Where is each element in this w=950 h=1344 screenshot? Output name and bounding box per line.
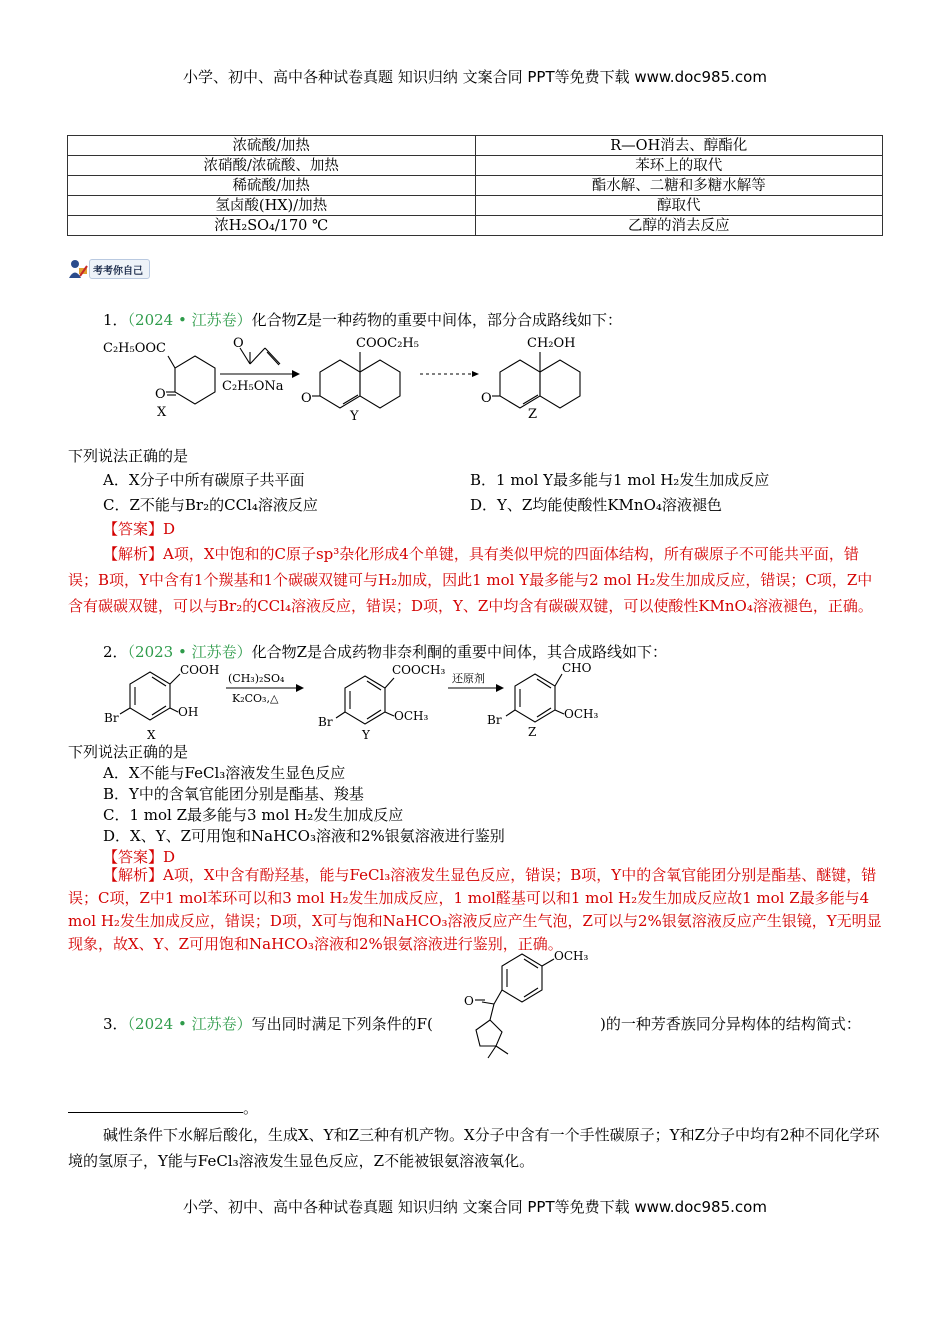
condition-cell: 浓硫酸/加热 <box>68 136 476 156</box>
q3-answer-line <box>68 1096 258 1120</box>
q1-label-z: Z <box>528 407 538 422</box>
q1-x-oxygen: O <box>155 387 166 402</box>
q3-conditions: 碱性条件下水解后酸化，生成X、Y和Z三种有机产物。X分子中含有一个手性碳原子；Y和Z分子中均有2种不同化学环境的氢原子，Y能与FeCl₃溶液发生显色反应，Z不能被银氨溶液氧化。 <box>68 1126 880 1170</box>
q1-option-a: A．X分子中所有碳原子共平面 <box>103 471 305 489</box>
condition-cell: 浓硝酸/浓硫酸、加热 <box>68 156 476 176</box>
page-footer: 小学、初中、高中各种试卷真题 知识归纳 文案合同 PPT等免费下载 www.doc985.com <box>183 1198 767 1216</box>
q2-reagent-1b: K₂CO₃,△ <box>232 692 279 705</box>
q3-f-och3: OCH₃ <box>554 949 589 963</box>
q1-label-x: X <box>157 405 167 420</box>
q2-ask: 下列说法正确的是 <box>68 743 189 761</box>
q2-stem: 化合物Z是合成药物非奈利酮的重要中间体，其合成路线如下： <box>251 643 668 661</box>
q1-stem-line <box>103 308 622 332</box>
q1-y-substituent: COOC₂H₅ <box>356 336 419 351</box>
q1-ask: 下列说法正确的是 <box>68 447 189 465</box>
q2-source: （2023 • 江苏卷） <box>127 643 252 661</box>
q1-option-b: B．1 mol Y最多能与1 mol H₂发生加成反应 <box>470 471 770 489</box>
q2-reaction-scheme <box>100 660 620 740</box>
conditions-row <box>68 136 883 156</box>
reaction-cell: 苯环上的取代 <box>475 156 883 176</box>
q3-stem-left <box>103 1012 433 1036</box>
q1-y-oxygen: O <box>301 391 312 406</box>
q1-molecule-x <box>166 356 215 404</box>
conditions-row <box>68 216 883 236</box>
q3-structure-f <box>460 942 610 1062</box>
page-header: 小学、初中、高中各种试卷真题 知识归纳 文案合同 PPT等免费下载 www.doc985.com <box>183 68 767 86</box>
q2-x-br: Br <box>104 711 119 725</box>
q1-molecule-y <box>312 352 400 408</box>
q1-analysis: 【解析】A项，X中饱和的C原子sp³杂化形成4个单键，具有类似甲烷的四面体结构，所有碳原子不可能共平面，错误；B项，Y中含有1个羰基和1个碳碳双键可与H₂加成，因此1 mol Y最多能与2 mol H₂发生加成反应，错误；C项，Z中含有碳碳双键，可以与Br₂的CCl₄溶液反应，错误；D项，Y、Z中均含有碳碳双键，可以使酸性KMnO₄溶液褪色，正确。 <box>68 545 873 615</box>
q1-z-substituent: CH₂OH <box>527 336 576 351</box>
q1-source: （2024 • 江苏卷） <box>127 311 252 329</box>
q2-x-oh: OH <box>178 705 199 719</box>
q2-option-c: C．1 mol Z最多能与3 mol H₂发生加成反应 <box>103 806 404 824</box>
q1-option-d: D．Y、Z均能使酸性KMnO₄溶液褪色 <box>470 496 722 514</box>
q2-y-cooch3: COOCH₃ <box>392 663 446 677</box>
badge-label: 考考你自己 <box>89 259 150 279</box>
q2-label-z: Z <box>528 725 537 739</box>
reaction-cell: 酯水解、二糖和多糖水解等 <box>475 176 883 196</box>
q2-option-b: B．Y中的含氧官能团分别是酯基、羧基 <box>103 785 364 803</box>
q1-x-substituent: C₂H₅OOC <box>103 341 166 356</box>
q2-molecule-z <box>506 674 564 722</box>
condition-cell: 氢卤酸(HX)/加热 <box>68 196 476 216</box>
q1-stem: 化合物Z是一种药物的重要中间体，部分合成路线如下： <box>251 311 623 329</box>
q2-y-och3: OCH₃ <box>394 709 429 723</box>
reaction-cell: 醇取代 <box>475 196 883 216</box>
q1-option-c: C．Z不能与Br₂的CCl₄溶液反应 <box>103 496 318 514</box>
q3-source: （2024 • 江苏卷） <box>127 1015 252 1033</box>
conditions-table <box>67 135 883 236</box>
q2-option-d: D．X、Y、Z可用饱和NaHCO₃溶液和2%银氨溶液进行鉴别 <box>103 827 505 845</box>
q2-x-cooh: COOH <box>180 663 220 677</box>
q2-z-och3: OCH₃ <box>564 707 599 721</box>
reaction-cell: R—OH消去、醇酯化 <box>475 136 883 156</box>
q2-answer: 【答案】D <box>103 848 176 866</box>
q1-z-oxygen: O <box>481 391 492 406</box>
q2-analysis: 【解析】A项，X中含有酚羟基，能与FeCl₃溶液发生显色反应，错误；B项，Y中的含氧官能团分别是酯基、醚键，错误；C项，Z中1 mol苯环可以和3 mol H₂发生加成反应，1 mol醛基可以和1 mol H₂发生加成反应故1 mol Z最多能与4 mol H₂发生加成反应，错误；D项，X可与饱和NaHCO₃溶液反应产生气泡，Z可以与2%银氨溶液反应产生银镜，Y无明显现象，故X、Y、Z可用饱和NaHCO₃溶液和2%银氨溶液进行鉴别，正确。 <box>68 866 882 953</box>
q2-reagent-2: 还原剂 <box>452 672 485 685</box>
condition-cell: 浓H₂SO₄/170 ℃ <box>68 216 476 236</box>
q3-number: 3． <box>103 1015 128 1033</box>
q2-reagent-1a: (CH₃)₂SO₄ <box>228 672 285 685</box>
q1-reaction-scheme <box>100 330 620 430</box>
q2-molecule-y <box>336 676 394 724</box>
q3-blank-end: 。 <box>243 1099 259 1117</box>
self-test-badge <box>67 258 150 280</box>
q1-answer: 【答案】D <box>103 520 176 538</box>
q1-reagent: C₂H₅ONa <box>222 379 284 394</box>
q1-label-y: Y <box>350 409 359 424</box>
q2-number: 2． <box>103 643 128 661</box>
q1-number: 1． <box>103 311 128 329</box>
q2-z-br: Br <box>487 713 502 727</box>
q2-option-a: A．X不能与FeCl₃溶液发生显色反应 <box>103 764 346 782</box>
conditions-row <box>68 196 883 216</box>
q1-enone <box>240 348 280 365</box>
q2-y-br: Br <box>318 715 333 729</box>
q2-label-y: Y <box>362 728 370 740</box>
q3-stem-pre: 写出同时满足下列条件的F( <box>251 1015 433 1033</box>
conditions-row <box>68 176 883 196</box>
q1-molecule-z <box>492 352 580 408</box>
q2-label-x: X <box>147 728 156 740</box>
reaction-cell: 乙醇的消去反应 <box>475 216 883 236</box>
q1-enone-oxygen: O <box>233 336 244 351</box>
condition-cell: 稀硫酸/加热 <box>68 176 476 196</box>
q2-molecule-x <box>120 672 180 720</box>
q3-answer-blank[interactable] <box>68 1098 243 1113</box>
q3-f-oxygen: O <box>464 994 474 1008</box>
q2-z-cho: CHO <box>562 661 592 675</box>
q3-stem-post: )的一种芳香族同分异构体的结构简式： <box>600 1015 861 1033</box>
student-icon <box>67 258 89 280</box>
conditions-row <box>68 156 883 176</box>
